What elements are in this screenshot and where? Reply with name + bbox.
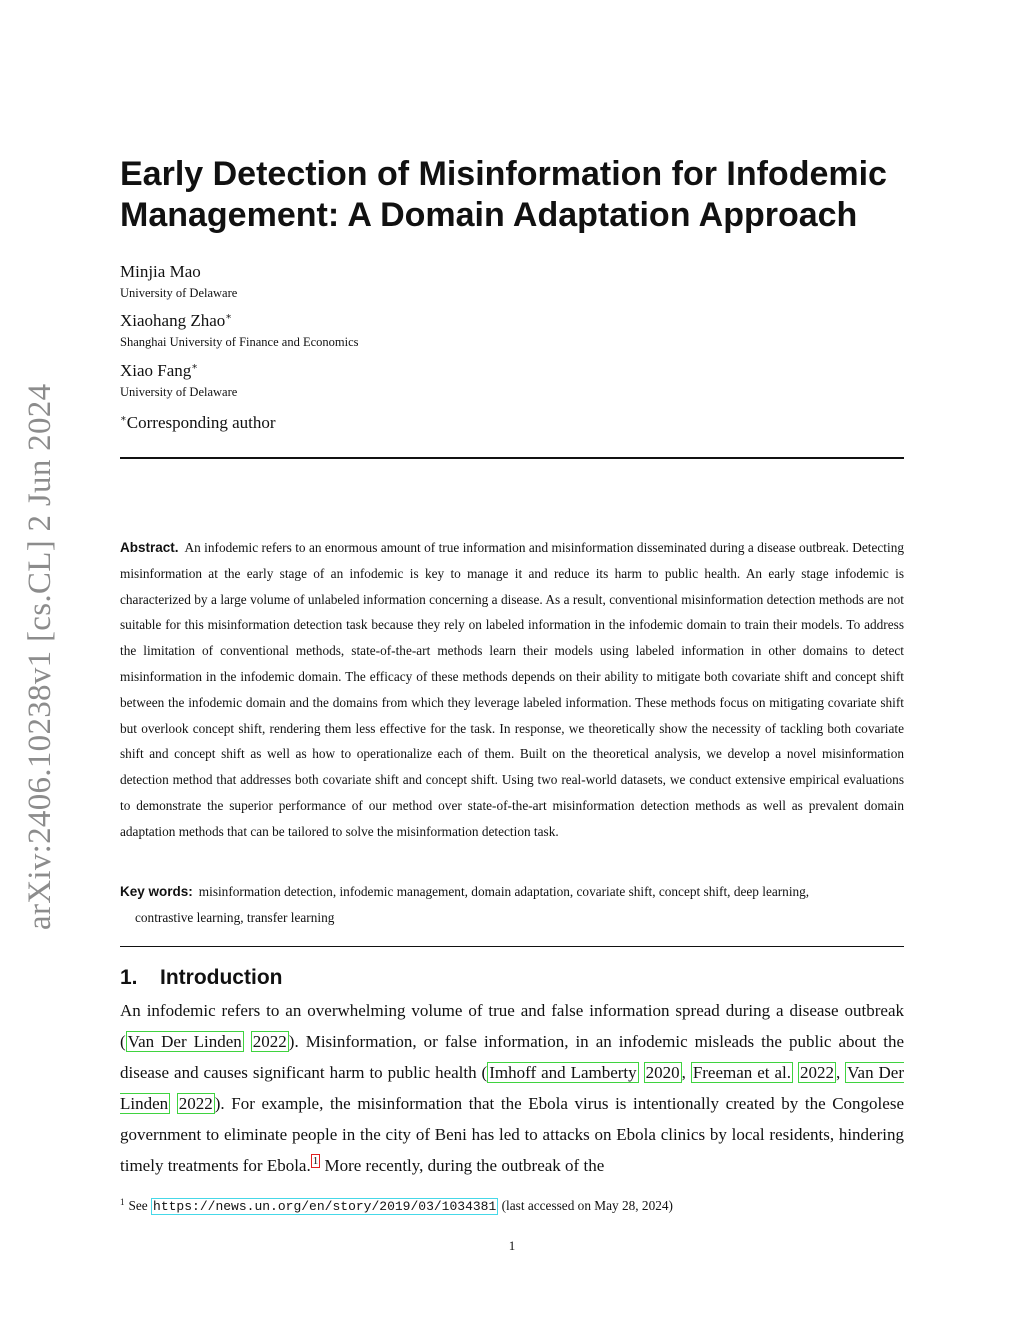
page-number: 1	[508, 1238, 516, 1253]
footnote-mark: 1	[120, 1196, 125, 1207]
intro-text: More recently, during the outbreak of the	[320, 1156, 605, 1175]
paper-title: Early Detection of Misinformation for Infodemic Management: A Domain Adaptation Approach	[120, 155, 887, 234]
footnote	[120, 1195, 904, 1218]
corresponding-mark: ∗	[191, 361, 199, 373]
intro-text: ). Misinformation, or false information, in an infodemic misleads the public about the disease and causes significant harm to public health (	[120, 1032, 904, 1082]
keywords-line-2: contrastive learning, transfer learning	[135, 910, 335, 925]
citation-link[interactable]: 2022	[799, 1063, 834, 1082]
keywords	[120, 879, 904, 931]
footnote-prefix: See	[128, 1198, 152, 1213]
header-divider	[120, 457, 904, 459]
intro-text	[170, 1094, 177, 1113]
citation-link[interactable]: Freeman et al.	[692, 1063, 791, 1082]
corresponding-author-note	[120, 413, 276, 433]
citation-link[interactable]: Van Der Linden	[120, 1063, 905, 1113]
keywords-label: Key words:	[120, 884, 193, 899]
intro-paragraph	[120, 995, 904, 1181]
keywords-line-1: misinformation detection, infodemic management, domain adaptation, covariate shift, concept shift, deep learning,	[198, 884, 810, 899]
footnote-reference-link[interactable]: 1	[312, 1155, 319, 1168]
author-name-text: Xiao Fang	[120, 361, 192, 380]
citation-link[interactable]: Imhoff and Lamberty	[489, 1063, 637, 1082]
intro-text	[639, 1063, 644, 1082]
intro-text	[244, 1032, 251, 1051]
author-affiliation-2: Shanghai University of Finance and Economics	[120, 335, 359, 349]
intro-text: ). For example, the misinformation that the Ebola virus is intentionally created by the Congolese government to eliminate people in the city of Beni has led to attacks on Ebola clinics by local residents, hindering timely treatments for Ebola.	[120, 1094, 904, 1175]
author-name-2	[120, 311, 232, 331]
corresponding-mark: ∗	[225, 311, 233, 323]
author-name-1	[120, 262, 201, 282]
abstract-divider	[120, 946, 904, 947]
abstract-label: Abstract.	[120, 540, 179, 555]
author-affiliation-3: University of Delaware	[120, 385, 238, 399]
intro-text: An infodemic refers to an overwhelming volume of true and false information spread during a disease outbreak (	[120, 1001, 904, 1051]
citation-link[interactable]: 2020	[645, 1063, 680, 1082]
corresponding-note-text: Corresponding author	[126, 413, 276, 432]
intro-text: ,	[835, 1063, 846, 1082]
author-affiliation-1: University of Delaware	[120, 286, 238, 300]
abstract	[120, 535, 904, 845]
author-name-text: Xiaohang Zhao	[120, 311, 226, 330]
author-name-text: Minjia Mao	[120, 262, 201, 281]
footnote-url-link[interactable]: https://news.un.org/en/story/2019/03/1034381	[153, 1199, 497, 1214]
citation-link[interactable]: Van Der Linden	[127, 1032, 242, 1051]
author-name-3	[120, 361, 198, 381]
citation-link[interactable]: 2022	[252, 1032, 287, 1051]
intro-text: ,	[681, 1063, 691, 1082]
footnote-suffix: (last accessed on May 28, 2024)	[498, 1198, 673, 1213]
section-title: Introduction	[160, 966, 283, 989]
citation-link[interactable]: 2022	[178, 1094, 213, 1113]
section-heading	[120, 964, 282, 992]
abstract-text: An infodemic refers to an enormous amount of true information and misinformation disseminated during a disease outbreak. Detecting misinformation at the early stage of an infodemic is key to manage it and reduce its harm to public health. An early stage infodemic is characterized by a large volume of unlabeled information concerning a disease. As a result, conventional misinformation detection methods are not suitable for this misinformation detection task because they rely on labeled information in the infodemic domain to train their models. To address the limitation of conventional methods, state-of-the-art methods learn their models using labeled information in other domains to detect misinformation in the infodemic domain. The efficacy of these methods depends on their ability to mitigate both covariate shift and concept shift between the infodemic domain and the domains from which they leverage labeled information. These methods focus on mitigating covariate shift but overlook concept shift, rendering them less effective for the task. In response, we theoretically show the necessity of tackling both covariate shift and concept shift as well as how to operationalize each of them. Built on the theoretical analysis, we develop a novel misinformation detection method that addresses both covariate shift and concept shift. Using two real-world datasets, we conduct extensive empirical evaluations to demonstrate the superior performance of our method over state-of-the-art misinformation detection methods as well as prevalent domain adaptation methods that can be tailored to solve the misinformation detection task.	[120, 540, 904, 839]
arxiv-stamp: arXiv:2406.10238v1 [cs.CL] 2 Jun 2024	[22, 383, 58, 930]
corresponding-mark: ∗	[120, 413, 127, 425]
section-number: 1.	[120, 966, 138, 989]
